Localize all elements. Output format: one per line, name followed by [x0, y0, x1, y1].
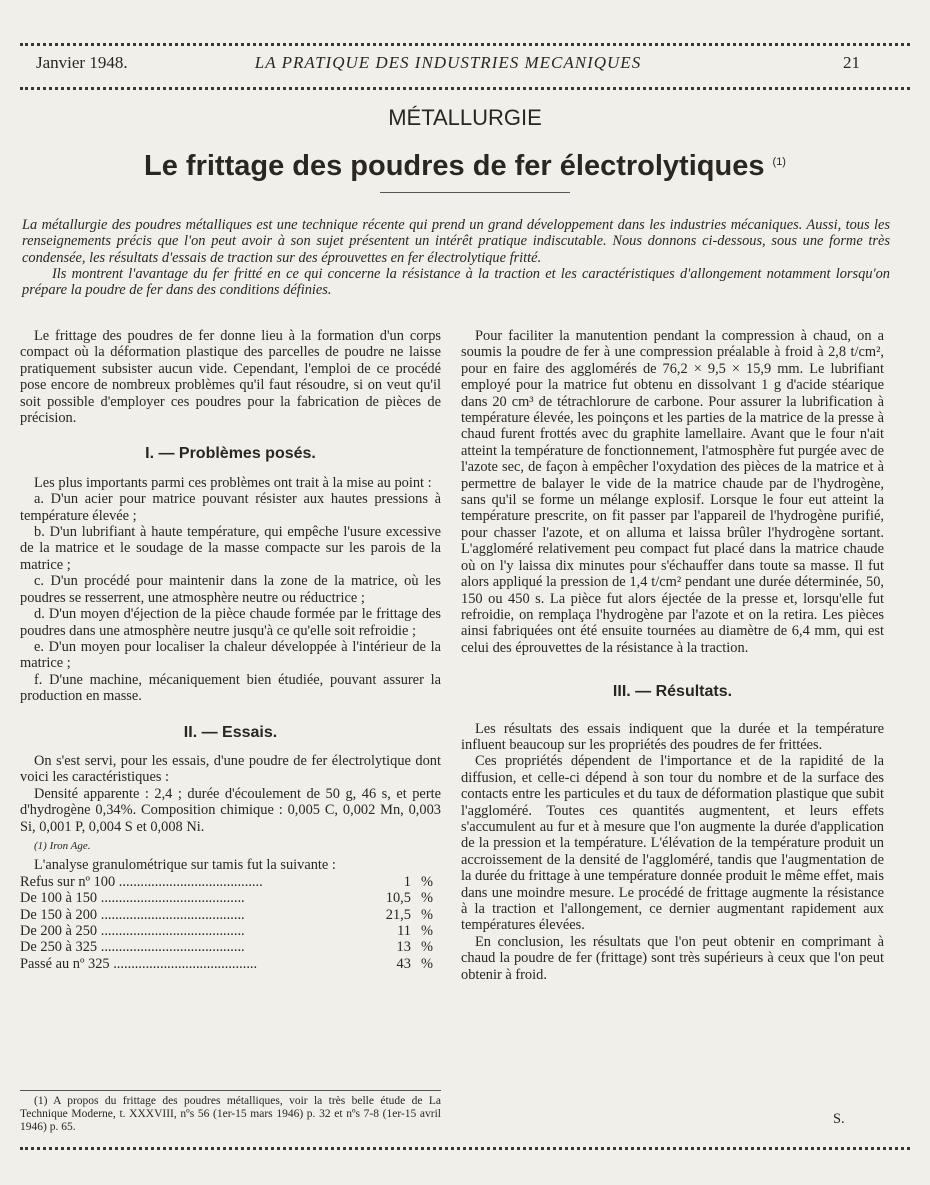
bottom-dotted-rule [20, 1147, 910, 1150]
top-dotted-rule [20, 43, 910, 46]
sieve-unit: % [420, 955, 433, 972]
table-row [20, 890, 441, 906]
heading-essais: II. — Essais. [183, 723, 278, 741]
iron-age-note: (1) Iron Age. [34, 839, 91, 852]
heading-resultats: III. — Résultats. [612, 683, 733, 701]
problem-item: f. D'une machine, mécaniquement bien étudiée, pouvant assurer la production en masse. [20, 671, 441, 705]
article-intro [22, 217, 890, 298]
conclusion-paragraph: En conclusion, les résultats que l'on peut obtenir en comprimant à chaud la poudre de fer (frittage) sont très supérieurs à ceux que l'on peut obtenir à froid. [461, 933, 884, 983]
article-title [0, 150, 930, 183]
intro-paragraph-1: La métallurgie des poudres métalliques est une technique récente qui prend un grand développement dans les industries mécaniques. Aussi, tous les renseignements précis que l'on peut avoir à son sujet présentent un intérêt pratique indiscutable. Nous donnons ci-dessous, sous une forme très condensée, les résultats d'essais de traction sur des éprouvettes en fer électrolytique fritté. [22, 217, 890, 266]
sieve-value: 1 [403, 873, 411, 890]
table-row [20, 956, 441, 972]
section-heading: MÉTALLURGIE [388, 105, 542, 130]
problem-item: b. D'un lubrifiant à haute température, qui empêche l'usure excessive de la matrice et le soudage de la masse compacte sur les parois de la matrice ; [20, 524, 441, 573]
intro-paragraph-2: Ils montrent l'avantage du fer fritté en ce qui concerne la résistance à la traction et les caractéristiques d'allongement notamment lorsqu'on prépare la poudre de fer dans des conditions définies. [22, 265, 890, 299]
lead-paragraph: Le frittage des poudres de fer donne lieu à la formation d'un corps compact où la déformation plastique des parcelles de poudre ne laisse pratiquement subsister aucun vide. Cependant, l'emploi de ce procédé pose encore de nombreux problèmes qu'il faut résoudre, si on veut qu'il soit possible d'employer ces poudres pour la fabrication de pièces de précision. [20, 328, 441, 427]
sieve-value: 10,5 [385, 890, 411, 907]
sieve-value: 43 [396, 955, 411, 972]
header-date: Janvier 1948. [36, 53, 128, 72]
heading-problemes: I. — Problèmes posés. [145, 445, 316, 463]
sieve-unit: % [420, 906, 433, 923]
table-row [20, 923, 441, 939]
sieve-label: De 100 à 150 ........................................ [20, 890, 245, 907]
sieve-intro: L'analyse granulométrique sur tamis fut la suivante : [34, 857, 336, 874]
powder-characteristics: Densité apparente : 2,4 ; durée d'écoulement de 50 g, 46 s, et perte d'hydrogène 0,34%. Composition chimique : 0,005 C, 0,002 Mn, 0,003 Si, 0,001 P, 0,004 S et 0,008 Ni. [20, 785, 441, 835]
sieve-value: 21,5 [385, 906, 411, 923]
problem-item: a. D'un acier pour matrice pouvant résister aux hautes pressions à température élevée ; [20, 491, 441, 524]
author-signature: S. [833, 1111, 845, 1127]
essais-intro: On s'est servi, pour les essais, d'une poudre de fer électrolytique dont voici les caractéristiques : [20, 752, 441, 786]
sieve-label: De 200 à 250 ........................................ [20, 923, 245, 939]
problem-item: d. D'un moyen d'éjection de la pièce chaude formée par le frittage des poudres dans une atmosphère neutre jusqu'à ce qu'elle soit refroidie ; [20, 606, 441, 639]
article-title-text: Le frittage des poudres de fer électrolytiques [144, 150, 765, 182]
footnote [20, 1090, 441, 1134]
sieve-label: Refus sur nº 100 ........................................ [20, 873, 263, 890]
title-footnote-mark: (1) [772, 156, 786, 168]
sieve-label: De 150 à 200 ........................................ [20, 906, 245, 923]
problem-item: e. D'un moyen pour localiser la chaleur développée à l'intérieur de la matrice ; [20, 638, 441, 672]
title-rule [380, 192, 570, 193]
results-paragraph-1: Les résultats des essais indiquent que la durée et la température influent beaucoup sur les propriétés des poudres de fer frittées. [461, 720, 884, 753]
header-dotted-rule [20, 87, 910, 90]
running-header [36, 53, 860, 79]
table-row [20, 874, 441, 890]
sieve-analysis-table [20, 874, 441, 972]
sieve-unit: % [420, 890, 433, 907]
footnote-text: (1) A propos du frittage des poudres métalliques, voir la très belle étude de La Technique Moderne, t. XXXVIII, nºs 56 (1er-15 mars 1946) p. 32 et nºs 7-8 (1er-15 avril 1946) p. 65. [20, 1095, 441, 1133]
sieve-unit: % [420, 923, 433, 939]
sieve-value: 11 [397, 923, 411, 939]
sieve-unit: % [420, 939, 433, 956]
sieve-unit: % [420, 873, 433, 890]
compression-paragraph: Pour faciliter la manutention pendant la compression à chaud, on a soumis la poudre de fer à une compression préalable à froid à 2,8 t/cm², pour en faire des agglomérés de 76,2 × 9,5 × 15,9 mm. Le lubrifiant employé pour la matrice fut obtenu en dissolvant 1 g d'acide stéarique dans 20 cm³ de tétrachlorure de carbone. Pour assurer la lubrification à température élevée, les poinçons et les parties de la matrice de la presse à chaud furent frottés avec du graphite lamellaire. Avant que le four n'ait atteint la température de fonctionnement, l'atmosphère fut purgée avec de l'azote sec, de façon à empêcher l'oxydation des pièces de la matrice et à permettre de balayer le vide de la matrice chaude par de l'hydrogène, sans qu'il se forme un mélange explosif. Lorsque le four eut atteint la température prescrite, on fit passer par l'appareil de l'hydrogène purifié, pour chasser l'azote, et on alluma et laissa brûler l'hydrogène sortant. L'aggloméré relativement peu compact fut placé dans la matrice chaude où on l'y laissa dix minutes pour s'échauffer dans toute sa masse. Il fut alors appliqué la pression de 1,4 t/cm² pendant une durée déterminée, 50, 150 ou 450 s. La pièce fut alors éjectée de la presse et, lorsqu'elle fut refroidie, on remplaça l'hydrogène par l'azote et on la retira. Les pièces ainsi fabriquées ont été ensuite tournées au diamètre de 6,4 mm, qui est celui des éprouvettes de la résistance à la traction. [461, 328, 884, 656]
header-journal-title: LA PRATIQUE DES INDUSTRIES MECANIQUES [254, 53, 642, 72]
problem-item: c. D'un procédé pour maintenir dans la zone de la matrice, où les poudres se resserrent, une atmosphère neutre ou réductrice ; [20, 573, 441, 606]
sieve-value: 13 [396, 939, 411, 956]
table-row [20, 939, 441, 955]
table-row [20, 907, 441, 923]
sieve-label: Passé au nº 325 ........................................ [20, 955, 258, 972]
page-number: 21 [843, 53, 860, 72]
results-paragraph-2: Ces propriétés dépendent de l'importance et de la rapidité de la diffusion, et celle-ci dépend à son tour du nombre et de la surface des contacts entre les particules et du taux de déformation plastique que subit l'aggloméré. Toutes ces quantités augmentent, et leurs effets s'accumulent au fur et à mesure que l'on augmente la durée d'application de la pression et la température. L'élévation de la température produit un accroissement de la densité de l'aggloméré, tandis que l'augmentation de la durée du frittage à une température donnée produit le même effet, mais dans une moindre mesure. Le procédé de frittage augmente la résistance à la traction et l'allongement, ce dernier augmentant rapidement aux températures élevées. [461, 753, 884, 934]
left-column [20, 328, 441, 972]
right-column [461, 328, 884, 983]
problems-intro: Les plus importants parmi ces problèmes ont trait à la mise au point : [34, 474, 432, 491]
sieve-label: De 250 à 325 ........................................ [20, 939, 245, 956]
